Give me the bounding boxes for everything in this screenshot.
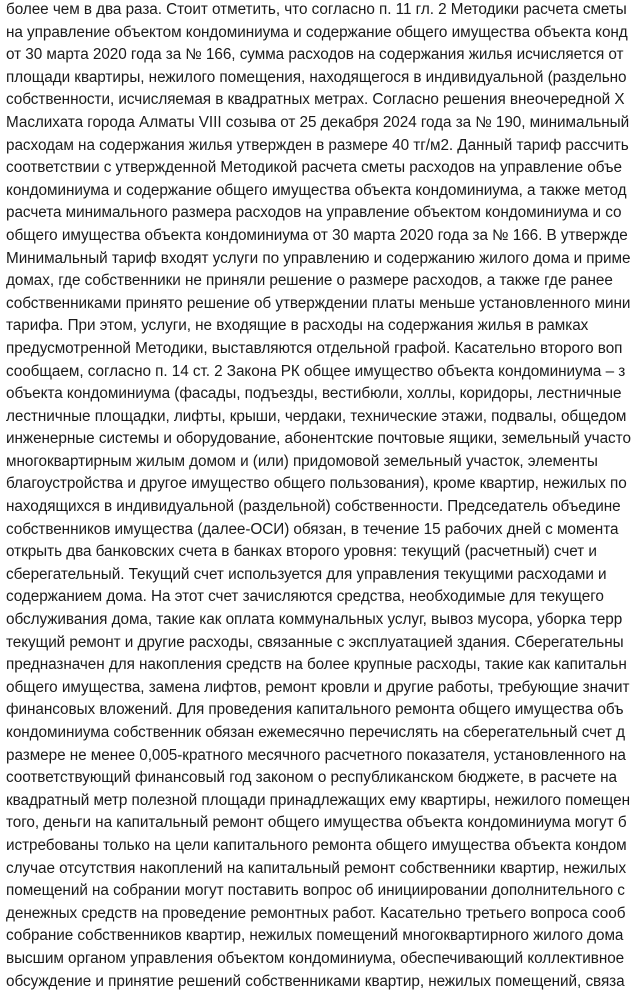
text-line: собственности, исчисляемая в квадратных метрах. Согласно решения внеочередной Х: [6, 91, 625, 109]
text-line: сообщаем, согласно п. 14 ст. 2 Закона РК общее имущество объекта кондоминиума – з: [6, 362, 626, 380]
text-line: того, деньги на капитальный ремонт общего имущества объекта кондоминиума могут б: [6, 814, 627, 832]
text-line: предназначен для накопления средств на более крупные расходы, такие как капитальн: [6, 656, 627, 674]
text-line: собственниками принято решение об утверждении платы меньше установленного мини: [6, 294, 631, 312]
text-line: общего имущества объекта кондоминиума от 30 марта 2020 года за № 166. В утвержде: [6, 226, 628, 244]
text-line: соответствии с утвержденной Методикой расчета сметы расходов на управление объе: [6, 159, 622, 177]
text-line: предусмотренной Методики, выставляются отдельной графой. Касательно второго воп: [6, 339, 623, 357]
text-line: кондоминиума собственник обязан ежемесячно перечислять на сберегательный счет д: [6, 724, 626, 741]
text-line: соответствующий финансовый год законом о республиканском бюджете, в расчете на: [6, 769, 617, 787]
text-line: денежных средств на проведение ремонтных работ. Касательно третьего вопроса сооб: [6, 904, 626, 922]
text-line: более чем в два раза. Стоит отметить, что согласно п. 11 гл. 2 Методики расчета сметы: [6, 1, 627, 18]
text-line: случае отсутствия накоплений на капитальный ремонт собственники квартир, нежилых: [6, 859, 627, 877]
text-line: содержанием дома. На этот счет зачисляются средства, необходимые для текущего: [6, 588, 604, 606]
text-line: общего имущества, замена лифтов, ремонт кровли и другие работы, требующие значит: [6, 678, 630, 696]
text-line: обслуживания дома, такие как оплата коммунальных услуг, вывоз мусора, уборка терр: [6, 611, 623, 629]
text-line: тарифа. При этом, услуги, не входящие в расходы на содержания жилья в рамках: [6, 317, 589, 335]
text-line: многоквартирным жилым домом и (или) придомовой земельный участок, элементы: [6, 452, 598, 470]
text-line: открыть два банковских счета в банках второго уровня: текущий (расчетный) счет и: [6, 543, 597, 561]
text-line: расходам на содержания жилья утвержден в размере 40 тг/м2. Данный тариф рассчить: [6, 136, 629, 154]
text-line: финансовых вложений. Для проведения капитального ремонта общего имущества объ: [6, 701, 624, 719]
text-line: обсуждение и принятие решений собственниками квартир, нежилых помещений, связа: [6, 972, 625, 990]
text-line: объекта кондоминиума (фасады, подъезды, вестибюли, холлы, коридоры, лестничные: [6, 385, 622, 403]
text-line: размере не менее 0,005-кратного месячного расчетного показателя, установленного на: [6, 746, 626, 764]
text-line: от 30 марта 2020 года за № 166, сумма расходов на содержания жилья исчисляется от: [6, 46, 624, 64]
text-line: помещений на собрании могут поставить вопрос об инициировании дополнительного с: [6, 882, 625, 900]
text-line: на управление объектом кондоминиума и содержание общего имущества объекта конд: [6, 23, 628, 41]
text-line: собрание собственников квартир, нежилых помещений многоквартирного жилого дома: [6, 927, 624, 945]
text-line: истребованы только на цели капитального ремонта общего имущества объекта кондом: [6, 836, 627, 854]
text-line: Маслихата города Алматы VIII созыва от 25 декабря 2024 года за № 190, минимальный: [6, 113, 630, 131]
text-line: благоустройства и другое имущество общего пользования), кроме квартир, нежилых по: [6, 475, 627, 493]
text-line: домах, где собственники не приняли решение о размере расходов, а также где ранее: [6, 272, 613, 290]
text-line: текущий ремонт и другие расходы, связанные с эксплуатацией здания. Сберегательны: [6, 633, 624, 651]
document-page: [6, 0, 640, 990]
text-line: высшим органом управления объектом кондоминиума, обеспечивающий коллективное: [6, 949, 625, 967]
text-line: лестничные площадки, лифты, крыши, чердаки, технические этажи, подвалы, общедом: [6, 407, 627, 425]
text-line: инженерные системы и оборудование, абонентские почтовые ящики, земельный участо: [6, 430, 631, 448]
text-line: находящихся в индивидуальной (раздельной) собственности. Председатель объедине: [6, 498, 621, 516]
text-line: кондоминиума и содержание общего имущества объекта кондоминиума, а также метод: [6, 181, 627, 199]
text-line: квадратный метр полезной площади принадлежащих ему квартиры, нежилого помещен: [6, 791, 631, 809]
text-line: расчета минимального размера расходов на управление объектом кондоминиума и со: [6, 204, 622, 222]
text-line: Минимальный тариф входят услуги по управлению и содержанию жилого дома и приме: [6, 249, 631, 267]
text-line: собственников имущества (далее-ОСИ) обязан, в течение 15 рабочих дней с момента: [6, 520, 619, 538]
text-line: площади квартиры, нежилого помещения, находящегося в индивидуальной (раздельно: [6, 68, 627, 86]
text-line: сберегательный. Текущий счет используется для управления текущими расходами и: [6, 565, 607, 583]
